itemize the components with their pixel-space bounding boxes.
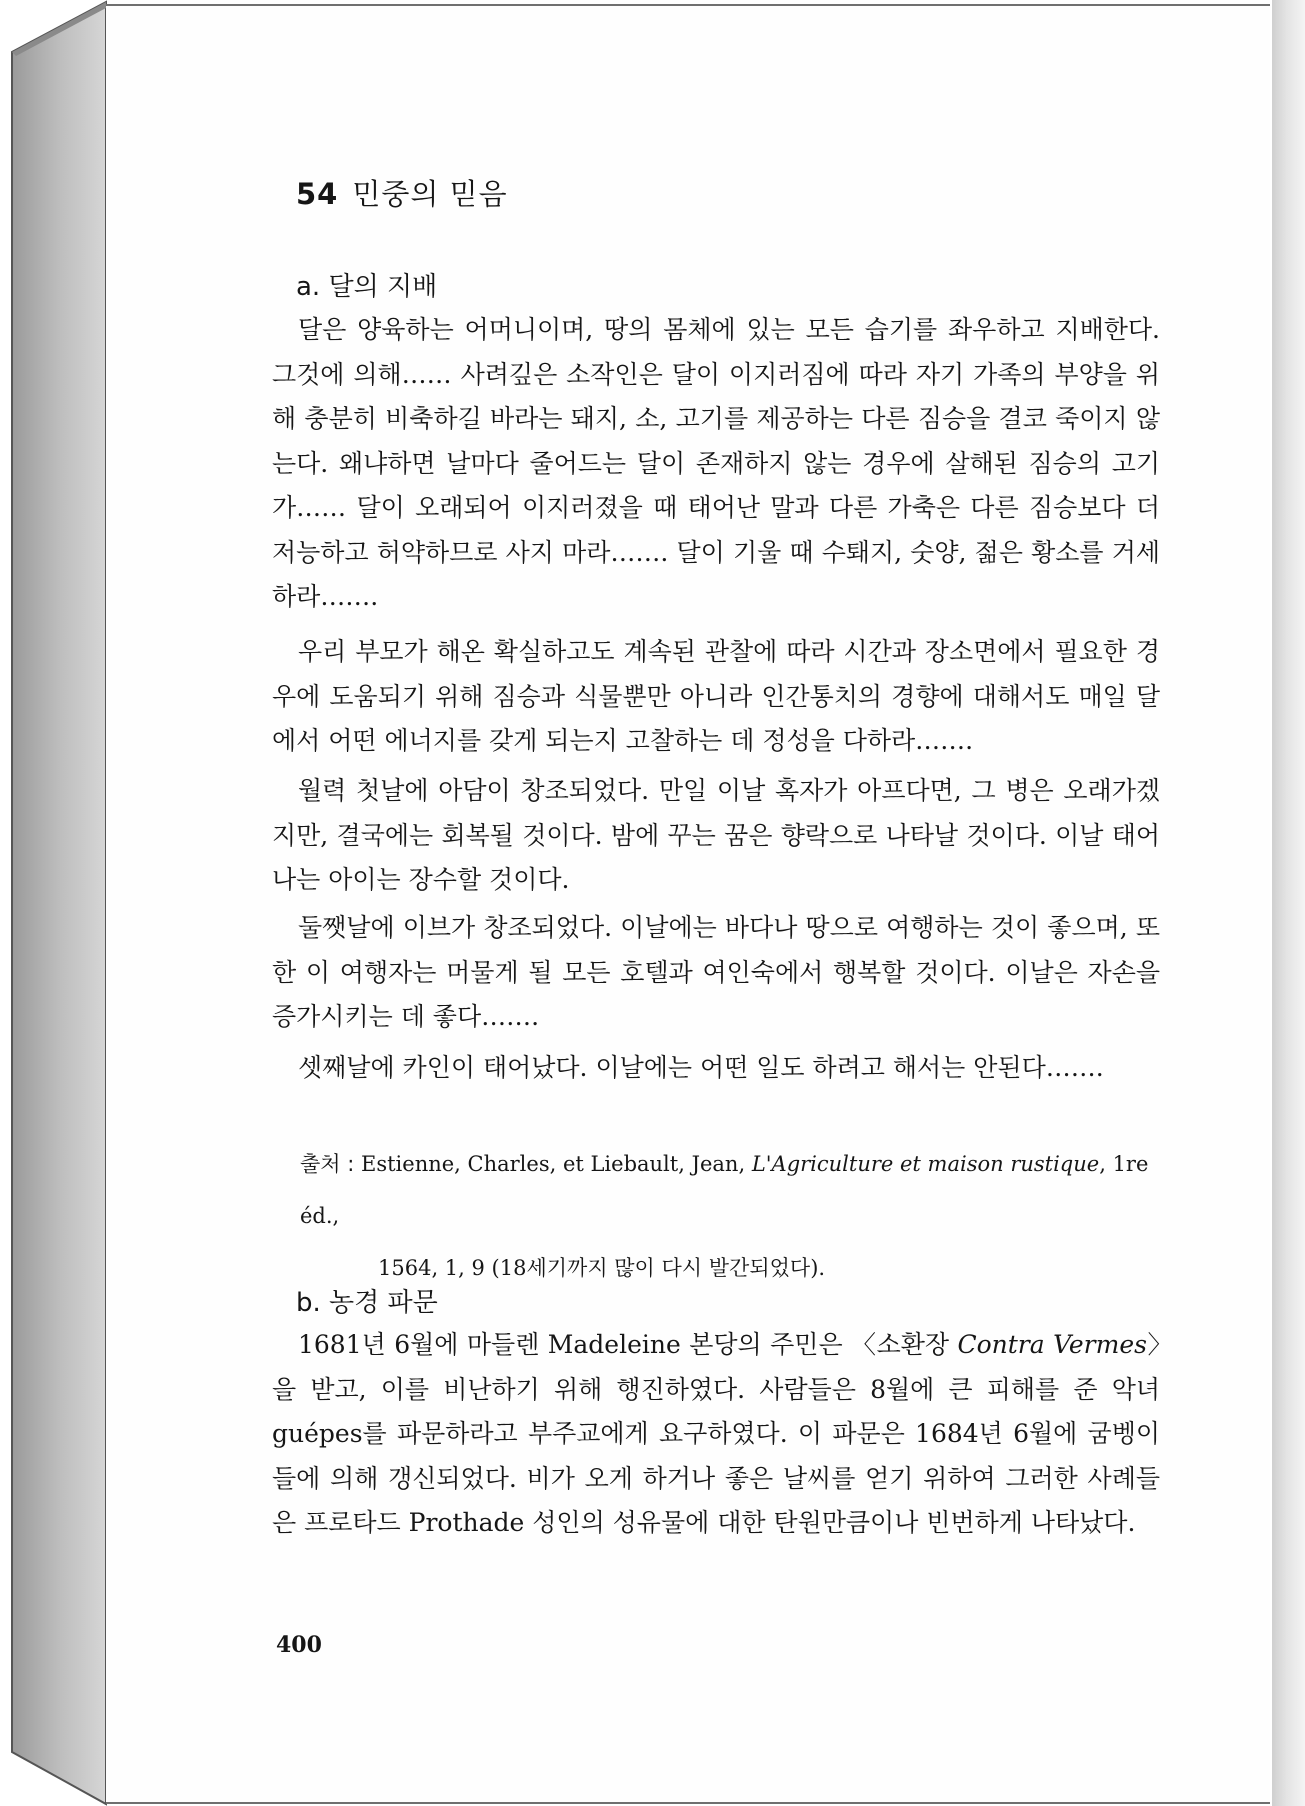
page-number: 400: [276, 1632, 322, 1658]
source-details: 1564, 1, 9 (18세기까지 많이 다시 발간되었다).: [378, 1256, 826, 1280]
section-a-paragraph-5: 셋째날에 카인이 태어났다. 이날에는 어떤 일도 하려고 해서는 안된다…….: [298, 1053, 1104, 1082]
section-a-heading: a. 달의 지배: [296, 272, 438, 302]
section-a-paragraph-4: 둘쨋날에 이브가 창조되었다. 이날에는 바다나 땅으로 여행하는 것이 좋으며, 또한 이 여행자는 머물게 될 모든 호텔과 여인숙에서 행복할 것이다. 이날은 자손을 증가시키는 데 좋다…….: [272, 913, 1160, 1031]
section-a-paragraph-3: 월력 첫날에 아담이 창조되었다. 만일 이날 혹자가 아프다면, 그 병은 오래가겠지만, 결국에는 회복될 것이다. 밤에 꾸는 꿈은 향락으로 나타날 것이다. 이날 태어나는 아이는 장수할 것이다.: [272, 776, 1160, 894]
chapter-number: 54: [296, 177, 339, 211]
source-label: 출처 :: [300, 1152, 361, 1176]
source-edition: , 1re éd.,: [300, 1152, 1149, 1228]
section-b-italic-term: Contra Vermes: [957, 1330, 1147, 1359]
section-b-paragraph: [272, 1323, 1160, 1546]
section-a-paragraph-1: 달은 양육하는 어머니이며, 땅의 몸체에 있는 모든 습기를 좌우하고 지배한다. 그것에 의해…… 사려깊은 소작인은 달이 이지러짐에 따라 자기 가족의 부양을 위해 충분히 비축하길 바라는 돼지, 소, 고기를 제공하는 다른 짐승을 결코 죽이지 않는다. 왜냐하면 날마다 줄어드는 달이 존재하지 않는 경우에 살해된 짐승의 고기가…… 달이 오래되어 이지러졌을 때 태어난 말과 다른 가축은 다른 짐승보다 더 저능하고 허약하므로 사지 마라……. 달이 기울 때 수퇘지, 숫양, 젊은 황소를 거세하라…….: [272, 315, 1160, 611]
section-a-paragraph-2: 우리 부모가 해온 확실하고도 계속된 관찰에 따라 시간과 장소면에서 필요한 경우에 도움되기 위해 짐승과 식물뿐만 아니라 인간통치의 경향에 대해서도 매일 달에서 어떤 에너지를 갖게 되는지 고찰하는 데 정성을 다하라…….: [272, 637, 1160, 755]
section-b-text-2: 〉을 받고, 이를 비난하기 위해 행진하였다. 사람들은 8월에 큰 피해를 준 악녀 guépes를 파문하라고 부주교에게 요구하였다. 이 파문은 1684년 6월에 굼벵이들에 의해 갱신되었다. 비가 오게 하거나 좋은 날씨를 얻기 위하여 그러한 사례들은 프로타드 Prothade 성인의 성유물에 대한 탄원만큼이나 빈번하게 나타났다.: [272, 1330, 1160, 1537]
source-work-title: L'Agriculture et maison rustique: [751, 1152, 1100, 1176]
chapter-title: [296, 172, 508, 213]
source-authors: Estienne, Charles, et Liebault, Jean,: [361, 1152, 752, 1176]
source-citation: [300, 1138, 1160, 1294]
section-b-heading: b. 농경 파문: [296, 1288, 438, 1318]
section-b-text-1: 1681년 6월에 마들렌 Madeleine 본당의 주민은 〈소환장: [298, 1330, 958, 1359]
chapter-title-text: 민중의 믿음: [352, 177, 508, 211]
